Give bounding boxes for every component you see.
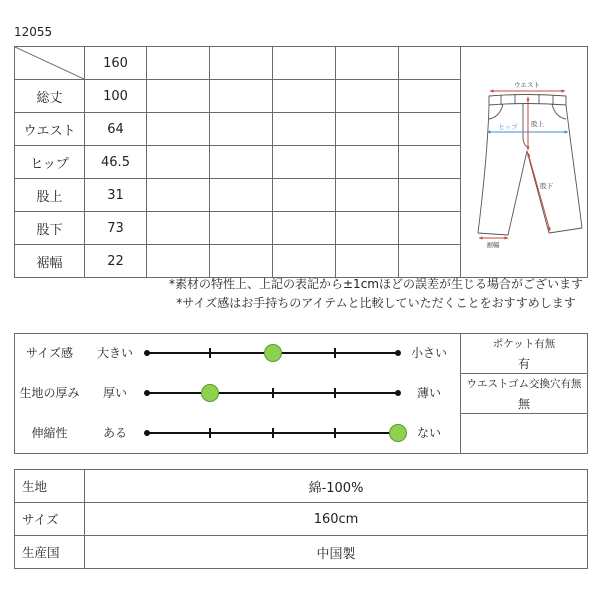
empty-cell bbox=[147, 212, 209, 244]
spec-value: 160cm bbox=[85, 503, 587, 535]
empty-cell bbox=[273, 212, 335, 244]
empty-cell bbox=[210, 245, 272, 277]
note-compare-items: *サイズ感はお手持ちのアイテムと比較していただくことをおすすめします bbox=[176, 296, 576, 310]
empty-cell bbox=[336, 146, 398, 178]
feature-value: 有 bbox=[517, 357, 530, 371]
spec-value: 綿-100% bbox=[85, 470, 587, 502]
row-label: ウエスト bbox=[15, 113, 84, 145]
scale-end-dot bbox=[144, 390, 150, 396]
empty-cell bbox=[399, 245, 460, 277]
feature-value: 無 bbox=[517, 397, 530, 411]
feature-pockets bbox=[461, 334, 587, 374]
inseam-label: 股下 bbox=[540, 182, 553, 190]
waist-label: ウエスト bbox=[514, 81, 540, 89]
empty-cell bbox=[210, 179, 272, 211]
scale-track bbox=[147, 333, 398, 373]
empty-cell bbox=[273, 245, 335, 277]
empty-cell bbox=[210, 113, 272, 145]
empty-cell bbox=[399, 80, 460, 112]
empty-cell bbox=[399, 212, 460, 244]
empty-cell bbox=[273, 146, 335, 178]
scale-end-dot bbox=[144, 350, 150, 356]
scale-tick bbox=[209, 428, 211, 438]
size-table bbox=[14, 46, 588, 278]
row-value: 73 bbox=[85, 212, 146, 244]
empty-cell bbox=[147, 47, 209, 79]
row-value: 22 bbox=[85, 245, 146, 277]
fit-scale-panel bbox=[14, 333, 588, 454]
scale-marker bbox=[264, 344, 282, 362]
product-code: 12055 bbox=[14, 25, 53, 39]
pants-outline-group bbox=[478, 94, 582, 235]
scale-left-label: 大きい bbox=[96, 346, 133, 360]
scale-tick bbox=[272, 388, 274, 398]
scale-row-size bbox=[15, 333, 460, 373]
size-header: 160 bbox=[85, 47, 146, 79]
inseam-arrow bbox=[528, 153, 550, 231]
empty-cell bbox=[147, 245, 209, 277]
empty-cell bbox=[147, 80, 209, 112]
empty-cell bbox=[273, 47, 335, 79]
empty-cell bbox=[399, 47, 460, 79]
scale-label: 伸縮性 bbox=[31, 426, 68, 440]
empty-cell bbox=[147, 146, 209, 178]
pants-diagram-cell bbox=[461, 47, 587, 277]
spec-table bbox=[14, 469, 588, 569]
row-label: 裾幅 bbox=[15, 245, 84, 277]
scale-left-label: ある bbox=[102, 426, 127, 440]
spec-label: 生地 bbox=[15, 470, 84, 502]
scale-right-label: 薄い bbox=[416, 386, 441, 400]
scale-label: サイズ感 bbox=[25, 346, 74, 360]
spec-value: 中国製 bbox=[85, 536, 587, 568]
diagonal-line bbox=[15, 47, 84, 79]
empty-cell bbox=[399, 113, 460, 145]
row-value: 31 bbox=[85, 179, 146, 211]
empty-cell bbox=[273, 80, 335, 112]
empty-cell bbox=[336, 179, 398, 211]
row-value: 64 bbox=[85, 113, 146, 145]
row-label: 股下 bbox=[15, 212, 84, 244]
feature-column bbox=[460, 334, 587, 453]
feature-waist-elastic-hole bbox=[461, 374, 587, 414]
scale-tick bbox=[272, 428, 274, 438]
hip-label: ヒップ bbox=[498, 123, 518, 131]
empty-cell bbox=[147, 179, 209, 211]
empty-cell bbox=[273, 179, 335, 211]
scale-track bbox=[147, 413, 398, 453]
empty-cell bbox=[273, 113, 335, 145]
scale-row-thickness bbox=[15, 373, 460, 413]
scale-left-label: 厚い bbox=[102, 386, 127, 400]
row-label: 股上 bbox=[15, 179, 84, 211]
pants-outline bbox=[478, 105, 582, 235]
rise-label: 股上 bbox=[531, 120, 544, 128]
empty-cell bbox=[399, 179, 460, 211]
empty-cell bbox=[336, 80, 398, 112]
row-label: 総丈 bbox=[15, 80, 84, 112]
pants-diagram bbox=[461, 47, 587, 271]
row-value: 46.5 bbox=[85, 146, 146, 178]
right-pocket bbox=[552, 104, 566, 119]
scale-row-stretch bbox=[15, 413, 460, 453]
scale-track bbox=[147, 373, 398, 413]
empty-cell bbox=[210, 47, 272, 79]
scale-right-label: ない bbox=[416, 426, 441, 440]
scale-end-dot bbox=[144, 430, 150, 436]
row-value: 100 bbox=[85, 80, 146, 112]
row-label: ヒップ bbox=[15, 146, 84, 178]
empty-cell bbox=[336, 245, 398, 277]
feature-label: ウエストゴム交換穴有無 bbox=[466, 378, 582, 390]
scale-tick bbox=[334, 388, 336, 398]
hem-label: 裾幅 bbox=[486, 241, 500, 249]
corner-header-cell bbox=[15, 47, 84, 79]
spec-label: サイズ bbox=[15, 503, 84, 535]
scale-label: 生地の厚み bbox=[19, 386, 80, 400]
note-measurement-error: *素材の特性上、上記の表記から±1cmほどの誤差が生じる場合がございます bbox=[169, 277, 583, 291]
feature-label: ポケット有無 bbox=[492, 338, 556, 350]
spec-label: 生産国 bbox=[15, 536, 84, 568]
empty-cell bbox=[399, 146, 460, 178]
empty-cell bbox=[336, 113, 398, 145]
scale-right-label: 小さい bbox=[410, 346, 447, 360]
left-pocket bbox=[489, 104, 503, 119]
empty-cell bbox=[336, 212, 398, 244]
scale-marker bbox=[201, 384, 219, 402]
empty-cell bbox=[147, 113, 209, 145]
empty-cell bbox=[210, 80, 272, 112]
empty-cell bbox=[210, 146, 272, 178]
scale-tick bbox=[334, 428, 336, 438]
empty-cell bbox=[461, 414, 587, 453]
scale-tick bbox=[209, 348, 211, 358]
fly-seam bbox=[523, 104, 527, 147]
scale-tick bbox=[334, 348, 336, 358]
empty-cell bbox=[210, 212, 272, 244]
empty-cell bbox=[336, 47, 398, 79]
